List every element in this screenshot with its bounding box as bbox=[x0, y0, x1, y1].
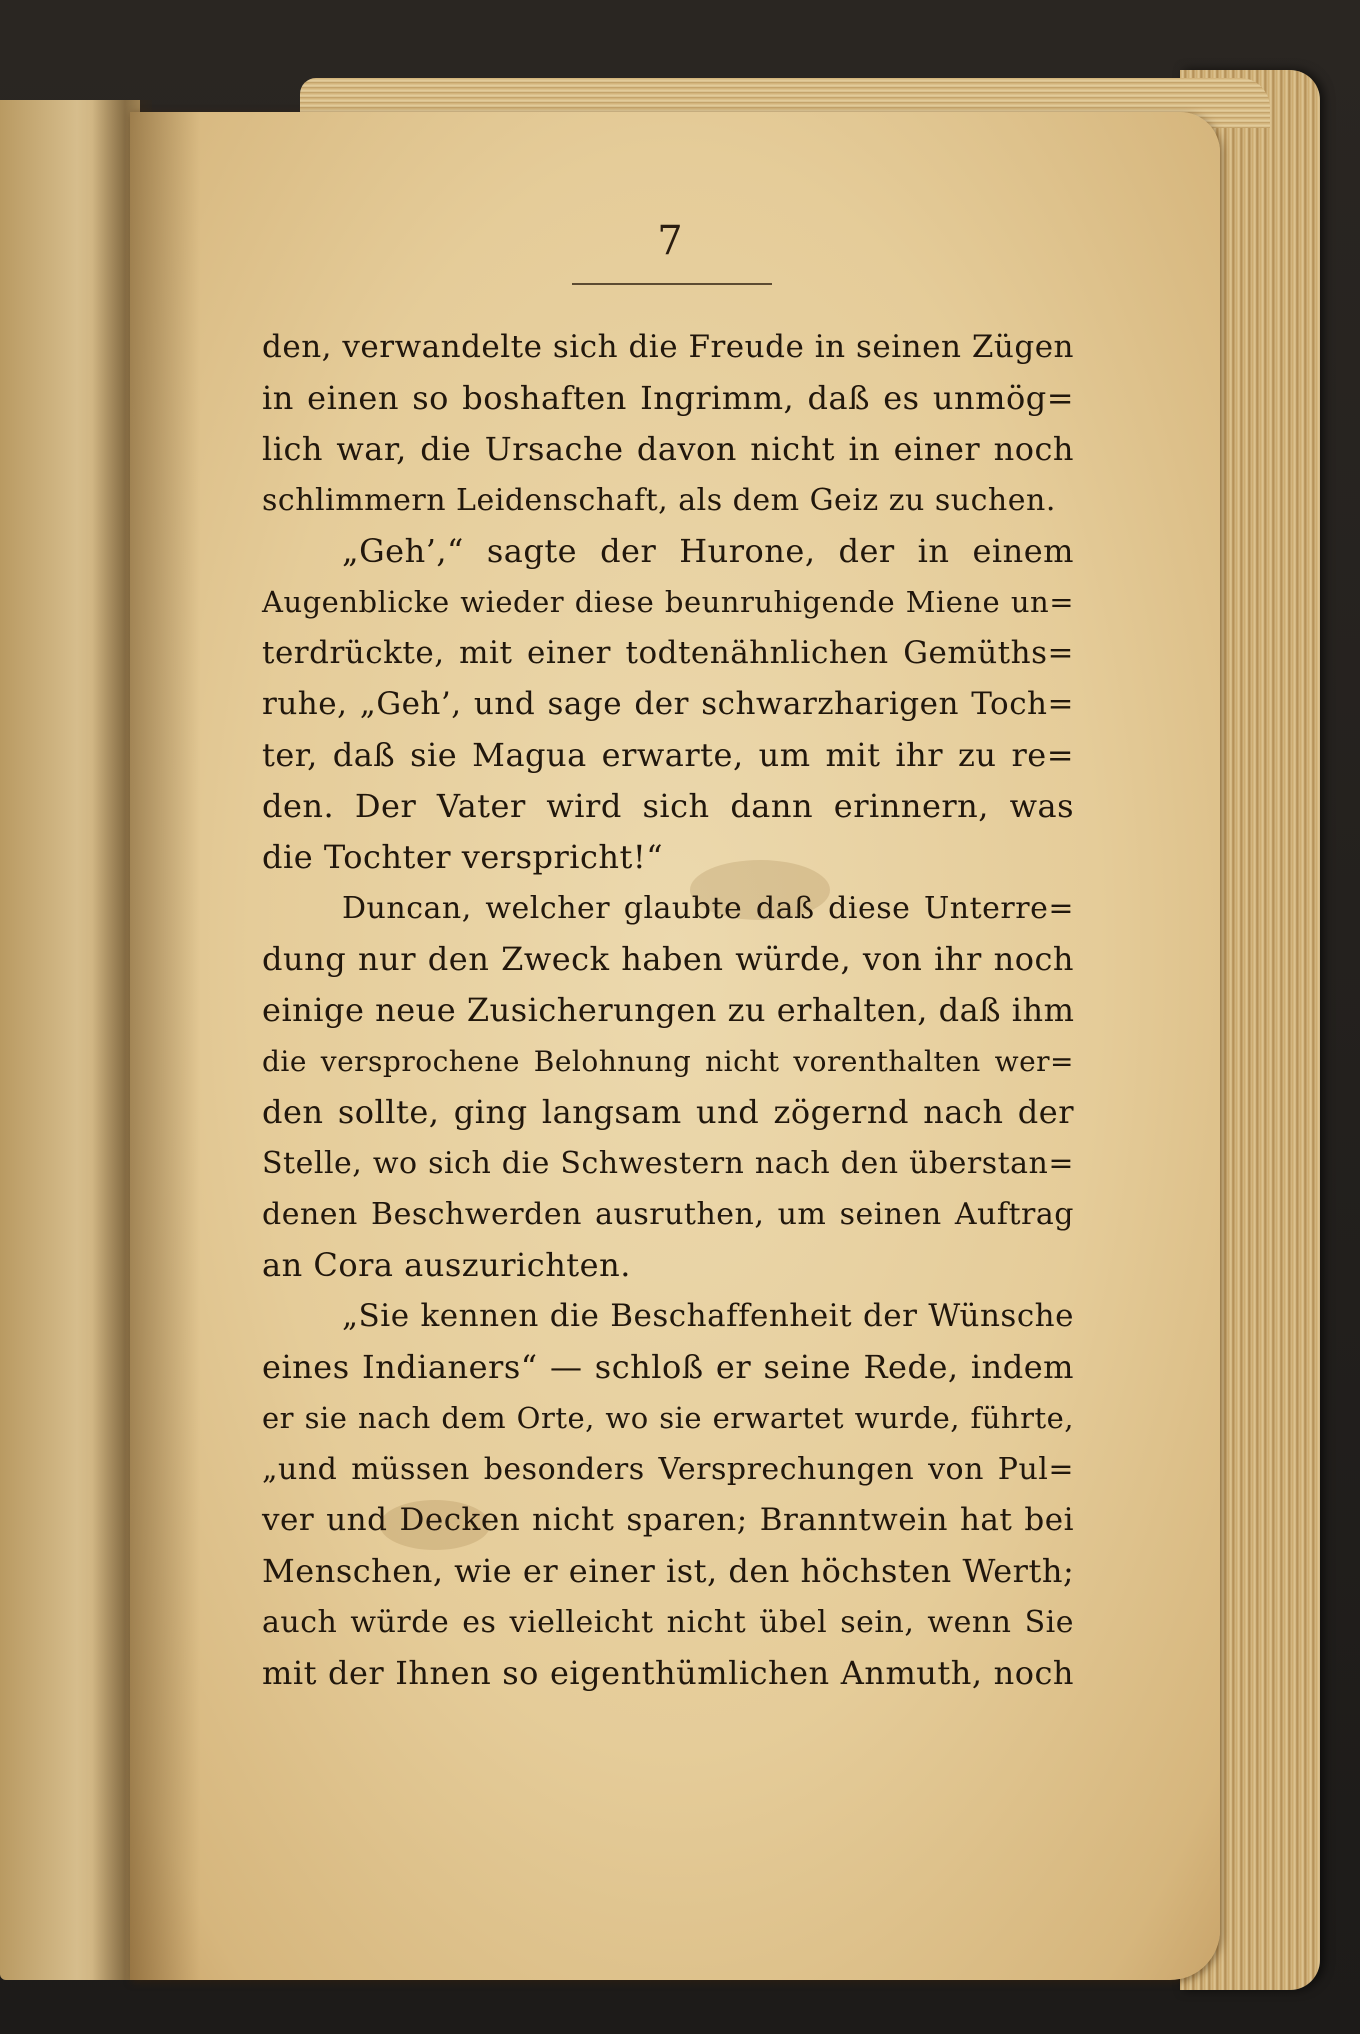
text-line: Augenblicke wieder diese beunruhigende Miene un= bbox=[262, 585, 1074, 619]
text-line: eines Indianers“ — schloß er seine Rede, indem bbox=[262, 1348, 1074, 1386]
text-line: Duncan, welcher glaubte daß diese Unterre= bbox=[342, 891, 1074, 926]
text-line: Stelle, wo sich die Schwestern nach den überstan= bbox=[262, 1146, 1074, 1181]
text-line: die versprochene Belohnung nicht vorenthalten wer= bbox=[262, 1045, 1074, 1078]
text-line: den, verwandelte sich die Freude in seinen Zügen bbox=[262, 329, 1074, 365]
text-line: er sie nach dem Orte, wo sie erwartet wurde, führte, bbox=[262, 1401, 1074, 1435]
text-line: „und müssen besonders Versprechungen von Pul= bbox=[262, 1452, 1074, 1487]
text-line: ruhe, „Geh’, und sage der schwarzharigen Toch= bbox=[262, 686, 1074, 722]
text-line: einige neue Zusicherungen zu erhalten, daß ihm bbox=[262, 991, 1075, 1029]
text-line: auch würde es vielleicht nicht übel sein, wenn Sie bbox=[262, 1605, 1074, 1640]
text-line: die Tochter verspricht!“ bbox=[262, 838, 664, 876]
text-line: denen Beschwerden ausruthen, um seinen Auftrag bbox=[262, 1197, 1074, 1232]
text-line: den. Der Vater wird sich dann erinnern, was bbox=[262, 787, 1074, 825]
text-line: „Geh’,“ sagte der Hurone, der in einem bbox=[342, 532, 1074, 570]
header-rule bbox=[572, 283, 772, 285]
body-text bbox=[262, 322, 1074, 1699]
text-line: an Cora auszurichten. bbox=[262, 1246, 631, 1284]
text-line: ter, daß sie Magua erwarte, um mit ihr zu re= bbox=[262, 736, 1074, 774]
text-line: ver und Decken nicht sparen; Branntwein hat bei bbox=[262, 1502, 1074, 1538]
text-line: in einen so boshaften Ingrimm, daß es unmög= bbox=[262, 379, 1074, 417]
page-gutter bbox=[130, 112, 200, 1980]
text-line: Menschen, wie er einer ist, den höchsten Werth; bbox=[262, 1552, 1075, 1590]
page-number: 7 bbox=[657, 218, 683, 264]
text-line: lich war, die Ursache davon nicht in einer noch bbox=[262, 430, 1074, 468]
text-line: schlimmern Leidenschaft, als dem Geiz zu suchen. bbox=[262, 483, 1056, 518]
text-line: terdrückte, mit einer todtenähnlichen Gemüths= bbox=[262, 635, 1074, 671]
text-line: den sollte, ging langsam und zögernd nach der bbox=[262, 1093, 1074, 1131]
text-line: dung nur den Zweck haben würde, von ihr noch bbox=[262, 940, 1074, 978]
text-line: „Sie kennen die Beschaffenheit der Wünsche bbox=[342, 1298, 1074, 1334]
text-line: mit der Ihnen so eigenthümlichen Anmuth, noch bbox=[262, 1654, 1074, 1692]
